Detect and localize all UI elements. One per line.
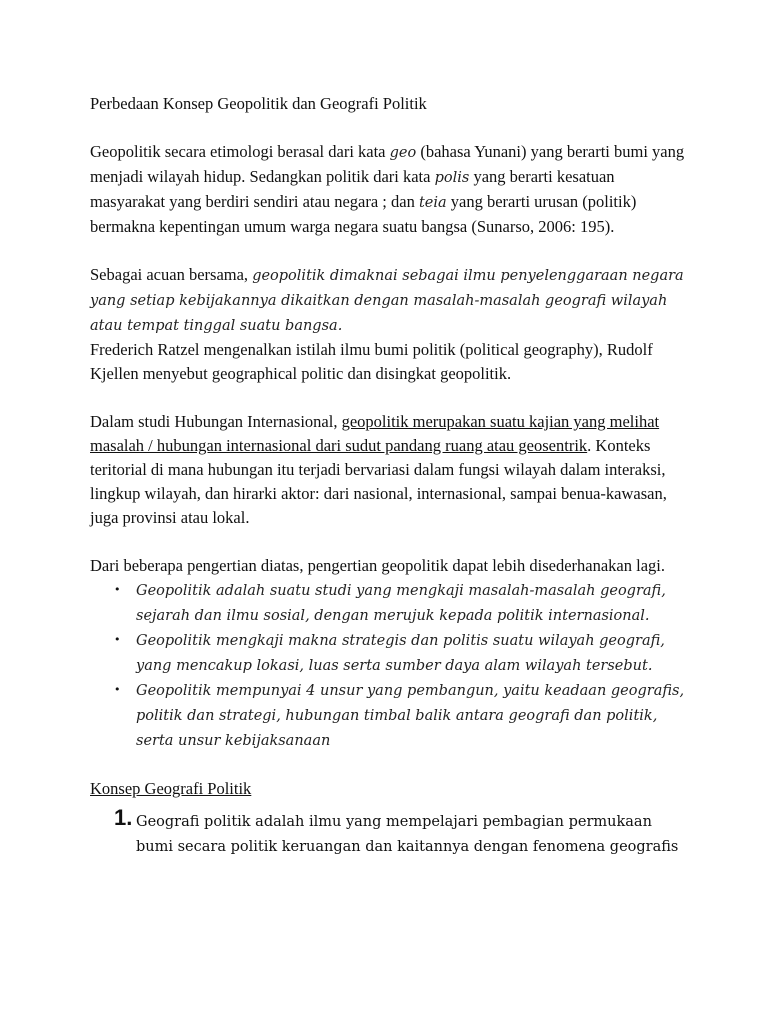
text-run: . Konteks teritorial di mana hubungan itu terjadi bervariasi dalam fungsi wilayah dalam interaksi, lingkup wilayah, dan hirarki aktor: dari nasional, internasional, sampai benua-kawasan, juga provinsi atau lokal. [90, 436, 667, 527]
document-content [90, 92, 690, 859]
text-run: Geopolitik secara etimologi berasal dari kata [90, 142, 390, 161]
list-item-text: Geopolitik adalah suatu studi yang mengkaji masalah-masalah geografi, sejarah dan ilmu sosial, dengan merujuk kepada politik internasional. [136, 583, 666, 624]
term-polis: polis [434, 170, 470, 186]
underlined-definition: geopolitik merupakan suatu kajian yang melihat masalah / hubungan internasional dari sudut pandang ruang atau geosentrik [90, 412, 660, 455]
numbered-item [90, 805, 690, 859]
numbered-item-text: Geografi politik adalah ilmu yang mempelajari pembagian permukaan bumi secara politik keruangan dan kaitannya dengan fenomena geografis [136, 814, 679, 855]
bullet-icon: • [114, 633, 121, 646]
paragraph-etymology [90, 140, 690, 239]
text-run: yang berarti urusan (politik) bermakna kepentingan umum warga negara suatu bangsa (Sunarso, 2006: 195). [90, 192, 637, 236]
list-item [114, 628, 690, 678]
list-item-text: Geopolitik mempunyai 4 unsur yang pembangun, yaitu keadaan geografis, politik dan strategi, hubungan timbal balik antara geografi dan politik, serta unsur kebijaksanaan [136, 683, 685, 749]
bullet-icon: • [114, 583, 121, 596]
bullet-icon: • [114, 683, 121, 696]
list-item [114, 578, 690, 628]
paragraph-simplified: Dari beberapa pengertian diatas, pengertian geopolitik dapat lebih disederhanakan lagi. [90, 556, 665, 575]
paragraph-shared-reference [90, 263, 690, 338]
text-run: yang berarti kesatuan masyarakat yang berdiri sendiri atau negara ; dan [90, 167, 615, 211]
text-run: Sebagai acuan bersama, [90, 265, 253, 284]
paragraph-ratzel-kjellen: Frederich Ratzel mengenalkan istilah ilmu bumi politik (political geography), Rudolf Kjellen menyebut geographical politic dan disingkat geopolitik. [90, 340, 653, 383]
text-run: . [337, 318, 343, 334]
bullet-list [90, 578, 690, 753]
item-number: 1. [114, 805, 133, 830]
list-item-text: Geopolitik mengkaji makna strategis dan politis suatu wilayah geografi, yang mencakup lokasi, luas serta sumber daya alam wilayah tersebut. [136, 633, 665, 674]
term-teia: teia [418, 195, 447, 211]
section-heading: Konsep Geografi Politik [90, 779, 252, 798]
text-run: (bahasa Yunani) yang berarti bumi yang menjadi wilayah hidup. Sedangkan politik dari kata [90, 142, 685, 186]
term-geo: geo [389, 145, 417, 161]
paragraph-international-studies [90, 410, 690, 530]
list-item [114, 678, 690, 753]
italic-definition: geopolitik dimaknai sebagai ilmu penyelenggaraan negara yang setiap kebijakannya dikaitkan dengan masalah-masalah geografi wilayah atau tempat tinggal suatu bangsa [90, 268, 684, 334]
text-run: Dalam studi Hubungan Internasional, [90, 412, 342, 431]
document-title: Perbedaan Konsep Geopolitik dan Geografi Politik [90, 94, 427, 113]
